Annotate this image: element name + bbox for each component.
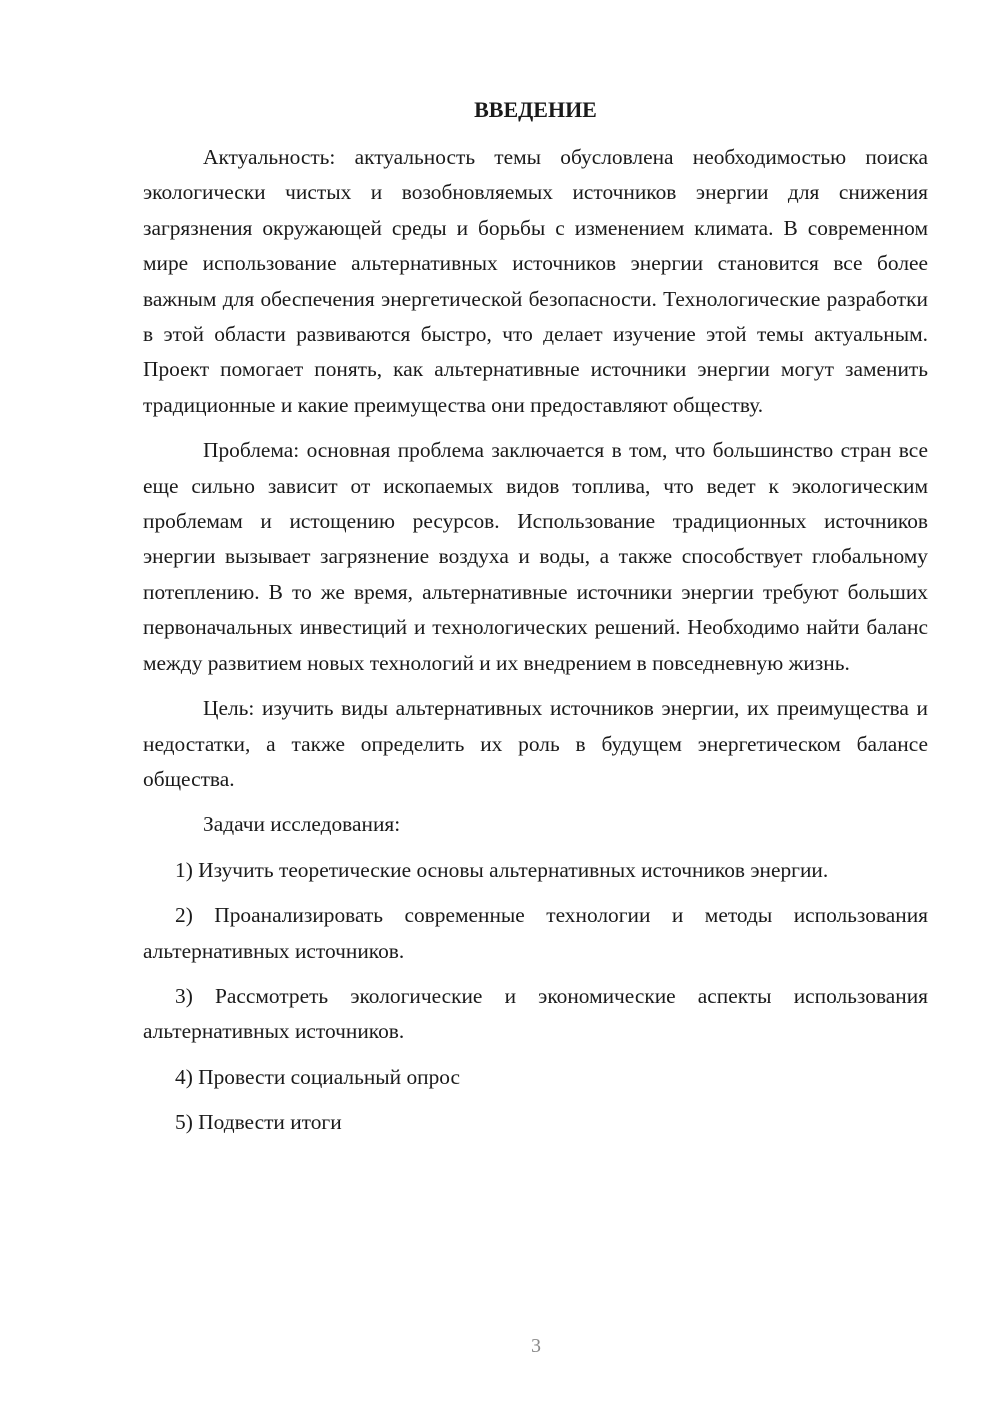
goal-paragraph: Цель: изучить виды альтернативных источников энергии, их преимущества и недостатки, а также определить их роль в будущем энергетическом балансе общества.: [143, 696, 928, 791]
task-item-3: 3) Рассмотреть экологические и экономические аспекты использования альтернативных источников.: [143, 983, 928, 1044]
relevance-paragraph: Актуальность: актуальность темы обусловлена необходимостью поиска экологически чистых и возобновляемых источников энергии для снижения загрязнения окружающей среды и борьбы с изменением климата. В современном мире использование альтернативных источников энергии становится все более важным для обеспечения энергетической безопасности. Технологические разработки в этой области развиваются быстро, что делает изучение этой темы актуальным. Проект помогает понять, как альтернативные источники энергии могут заменить традиционные и какие преимущества они предоставляют обществу.: [143, 145, 928, 417]
task-item-5: 5) Подвести итоги: [175, 1110, 342, 1135]
task-item-2: 2) Проанализировать современные технологии и методы использования альтернативных источников.: [143, 903, 928, 963]
task-item-1: 1) Изучить теоретические основы альтернативных источников энергии.: [175, 857, 829, 882]
task-item-4: 4) Провести социальный опрос: [175, 1064, 461, 1089]
page-number: 3: [531, 1335, 541, 1357]
page-content: [143, 92, 928, 1151]
tasks-heading: Задачи исследования:: [203, 812, 401, 837]
problem-paragraph: Проблема: основная проблема заключается в том, что большинство стран все еще сильно зависит от ископаемых видов топлива, что ведет к экологическим проблемам и истощению ресурсов. Использование традиционных источников энергии вызывает загрязнение воздуха и воды, а также способствует глобальному потеплению. В то же время, альтернативные источники энергии требуют больших первоначальных инвестиций и технологических решений. Необходимо найти баланс между развитием новых технологий и их внедрением в повседневную жизнь.: [143, 438, 928, 675]
section-title: ВВЕДЕНИЕ: [474, 97, 597, 122]
